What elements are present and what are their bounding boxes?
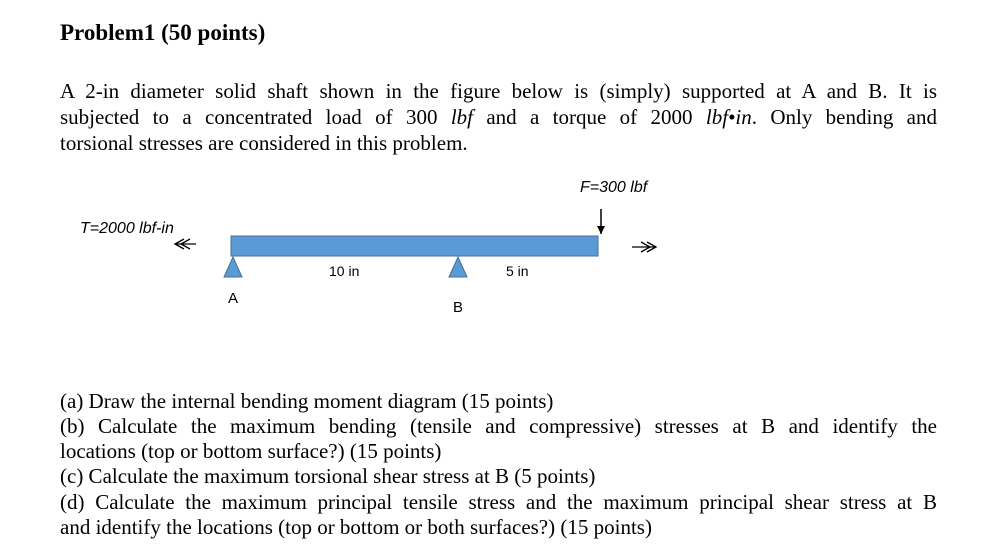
intro-line-1: A 2-in diameter solid shaft shown in the figure below is (simply) supported at A and B. It is xyxy=(60,79,937,103)
intro-line-2-mid: and a torque of 2000 xyxy=(472,105,706,129)
intro-line-2-pre: subjected to a concentrated load of 300 xyxy=(60,105,451,129)
support-b-triangle xyxy=(449,257,467,277)
question-b-line-2: locations (top or bottom surface?) (15 points) xyxy=(60,439,442,463)
dimension-ab-label: 10 in xyxy=(329,263,360,279)
support-a-triangle xyxy=(224,257,242,277)
unit-lbf-in: lbf•in xyxy=(705,105,752,129)
question-b-line-1: (b) Calculate the maximum bending (tensile and compressive) stresses at B and identify the xyxy=(60,414,937,438)
dimension-bf-label: 5 in xyxy=(506,263,529,279)
torque-arrow-left xyxy=(175,239,196,249)
question-d-line-1: (d) Calculate the maximum principal tensile stress and the maximum principal shear stress at B xyxy=(60,490,937,514)
intro-line-2-post: . Only bending and xyxy=(751,105,937,129)
shaft-bar xyxy=(231,236,598,256)
question-c: (c) Calculate the maximum torsional shear stress at B (5 points) xyxy=(60,464,596,488)
question-a: (a) Draw the internal bending moment diagram (15 points) xyxy=(60,389,554,413)
unit-lbf: lbf xyxy=(450,105,473,129)
support-a-label: A xyxy=(228,290,239,307)
intro-line-3: torsional stresses are considered in this problem. xyxy=(60,131,468,155)
problem-title: Problem1 (50 points) xyxy=(60,20,266,45)
question-d-line-2: and identify the locations (top or bottom or both surfaces?) (15 points) xyxy=(60,515,652,539)
torque-arrow-right xyxy=(632,242,656,252)
torque-label: T=2000 lbf-in xyxy=(80,220,174,237)
support-b-label: B xyxy=(453,299,464,316)
force-label: F=300 lbf xyxy=(580,179,648,196)
